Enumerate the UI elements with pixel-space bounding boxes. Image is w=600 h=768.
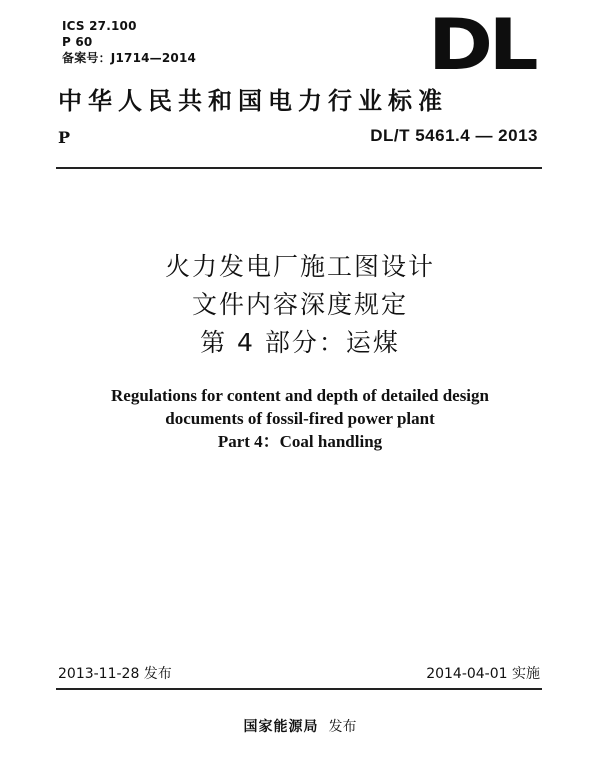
title-cn-line-3: 第 4 部分：运煤	[200, 328, 400, 357]
top-divider	[56, 167, 542, 169]
title-en-line-2: documents of fossil-fired power plant	[165, 409, 435, 428]
dl-logo: DL	[428, 4, 535, 86]
title-cn-line-2: 文件内容深度规定	[191, 290, 408, 319]
title-en-line-1: Regulations for content and depth of detailed design	[111, 386, 489, 405]
title-en-line-3: Part 4：Coal handling	[217, 432, 383, 451]
implementation-date: 2014-04-01 实施	[426, 666, 540, 682]
classification-code: P 60	[62, 35, 93, 49]
bottom-divider	[56, 688, 542, 690]
industry-standard-heading: 中华人民共和国电力行业标准	[58, 86, 448, 115]
publisher-org: 国家能源局	[243, 719, 319, 735]
publisher-action: 发布	[328, 719, 357, 735]
title-cn-line-1: 火力发电厂施工图设计	[164, 252, 435, 281]
class-letter: P	[58, 128, 71, 147]
issue-date: 2013-11-28 发布	[58, 666, 172, 682]
record-number: 备案号：J1714—2014	[62, 51, 197, 65]
ics-code: ICS 27.100	[62, 19, 137, 33]
standard-number: DL/T 5461.4 — 2013	[370, 126, 538, 145]
publisher-line	[0, 716, 600, 736]
